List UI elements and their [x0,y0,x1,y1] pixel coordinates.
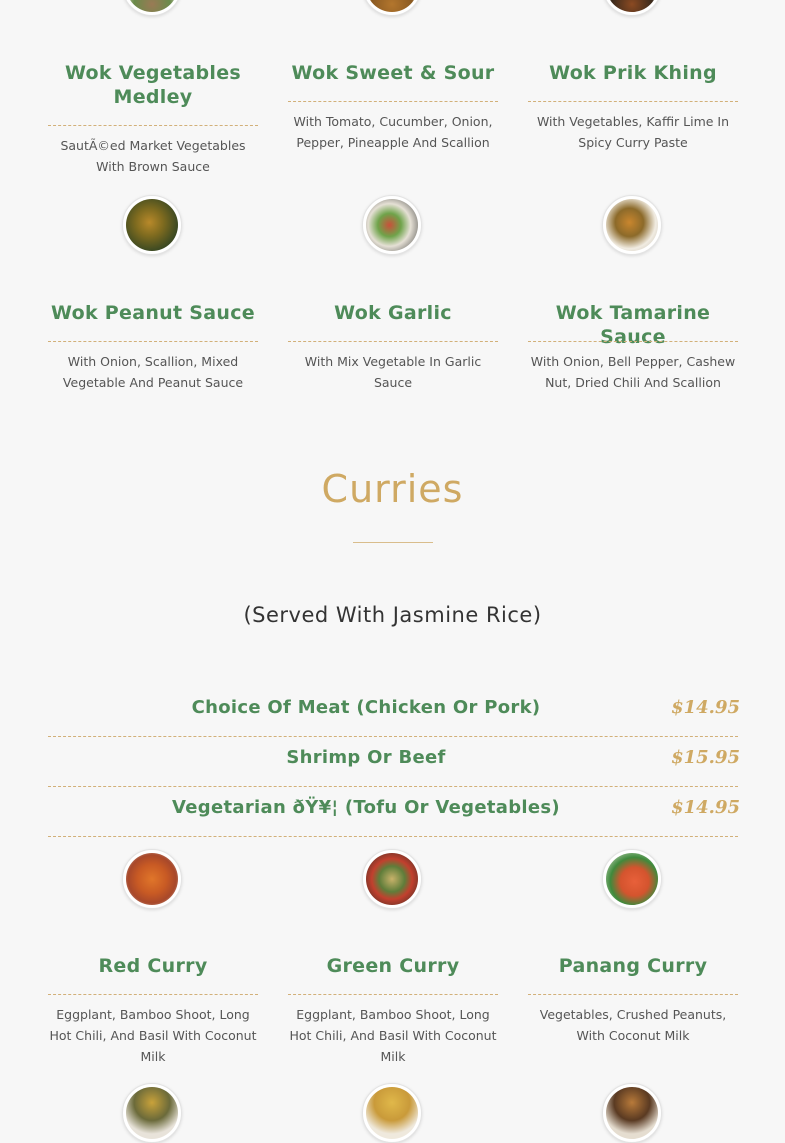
dish-divider [48,125,258,126]
dish-image [122,0,182,16]
price-option: Vegetarian ðŸ¥¦ (Tofu Or Vegetables) [172,797,560,818]
dish-divider [288,994,498,995]
dish-description: SautÃ©ed Market Vegetables With Brown Sauce [60,138,246,174]
dish-title: Wok Sweet & Sour [291,62,495,84]
dish-title: Red Curry [98,955,208,977]
dish-description: With Tomato, Cucumber, Onion, Pepper, Pineapple And Scallion [293,114,493,150]
dish-description: With Onion, Scallion, Mixed Vegetable And Peanut Sauce [62,354,244,390]
dish-image [602,1083,662,1143]
dish-description: Eggplant, Bamboo Shoot, Long Hot Chili, And Basil With Coconut Milk [49,1007,257,1064]
dish-image [602,195,662,255]
dish-divider [288,101,498,102]
dish-divider [528,994,738,995]
dish-divider [528,101,738,102]
section-note: (Served With Jasmine Rice) [243,603,542,627]
price-row [48,686,738,737]
dish-image [362,849,422,909]
price-value: $14.95 [671,697,740,718]
dish-image [602,849,662,909]
section-divider [353,542,433,543]
dish-title: Wok Prik Khing [549,62,717,84]
dish-image [122,195,182,255]
price-option: Choice Of Meat (Chicken Or Pork) [191,697,541,718]
price-option: Shrimp Or Beef [286,747,446,768]
dish-description: With Onion, Bell Pepper, Cashew Nut, Dried Chili And Scallion [530,354,736,390]
section-title: Curries [321,467,464,511]
dish-image [362,1083,422,1143]
dish-description: Eggplant, Bamboo Shoot, Long Hot Chili, And Basil With Coconut Milk [289,1007,497,1064]
dish-divider [288,341,498,342]
price-row [48,736,738,787]
dish-title: Panang Curry [558,955,708,977]
dish-divider [528,341,738,342]
dish-divider [48,994,258,995]
price-value: $15.95 [671,747,740,768]
price-row [48,786,738,837]
dish-image [362,0,422,16]
dish-divider [48,341,258,342]
dish-image [122,849,182,909]
dish-title: Wok Tamarine Sauce [555,302,711,348]
dish-title: Green Curry [326,955,460,977]
dish-description: With Vegetables, Kaffir Lime In Spicy Curry Paste [536,114,730,150]
price-value: $14.95 [671,797,740,818]
dish-image [122,1083,182,1143]
dish-title: Wok Vegetables Medley [64,62,242,108]
dish-title: Wok Peanut Sauce [51,302,255,324]
dish-image [602,0,662,16]
dish-description: With Mix Vegetable In Garlic Sauce [304,354,482,390]
dish-title: Wok Garlic [334,302,452,324]
dish-description: Vegetables, Crushed Peanuts, With Coconut Milk [539,1007,727,1043]
dish-image [362,195,422,255]
